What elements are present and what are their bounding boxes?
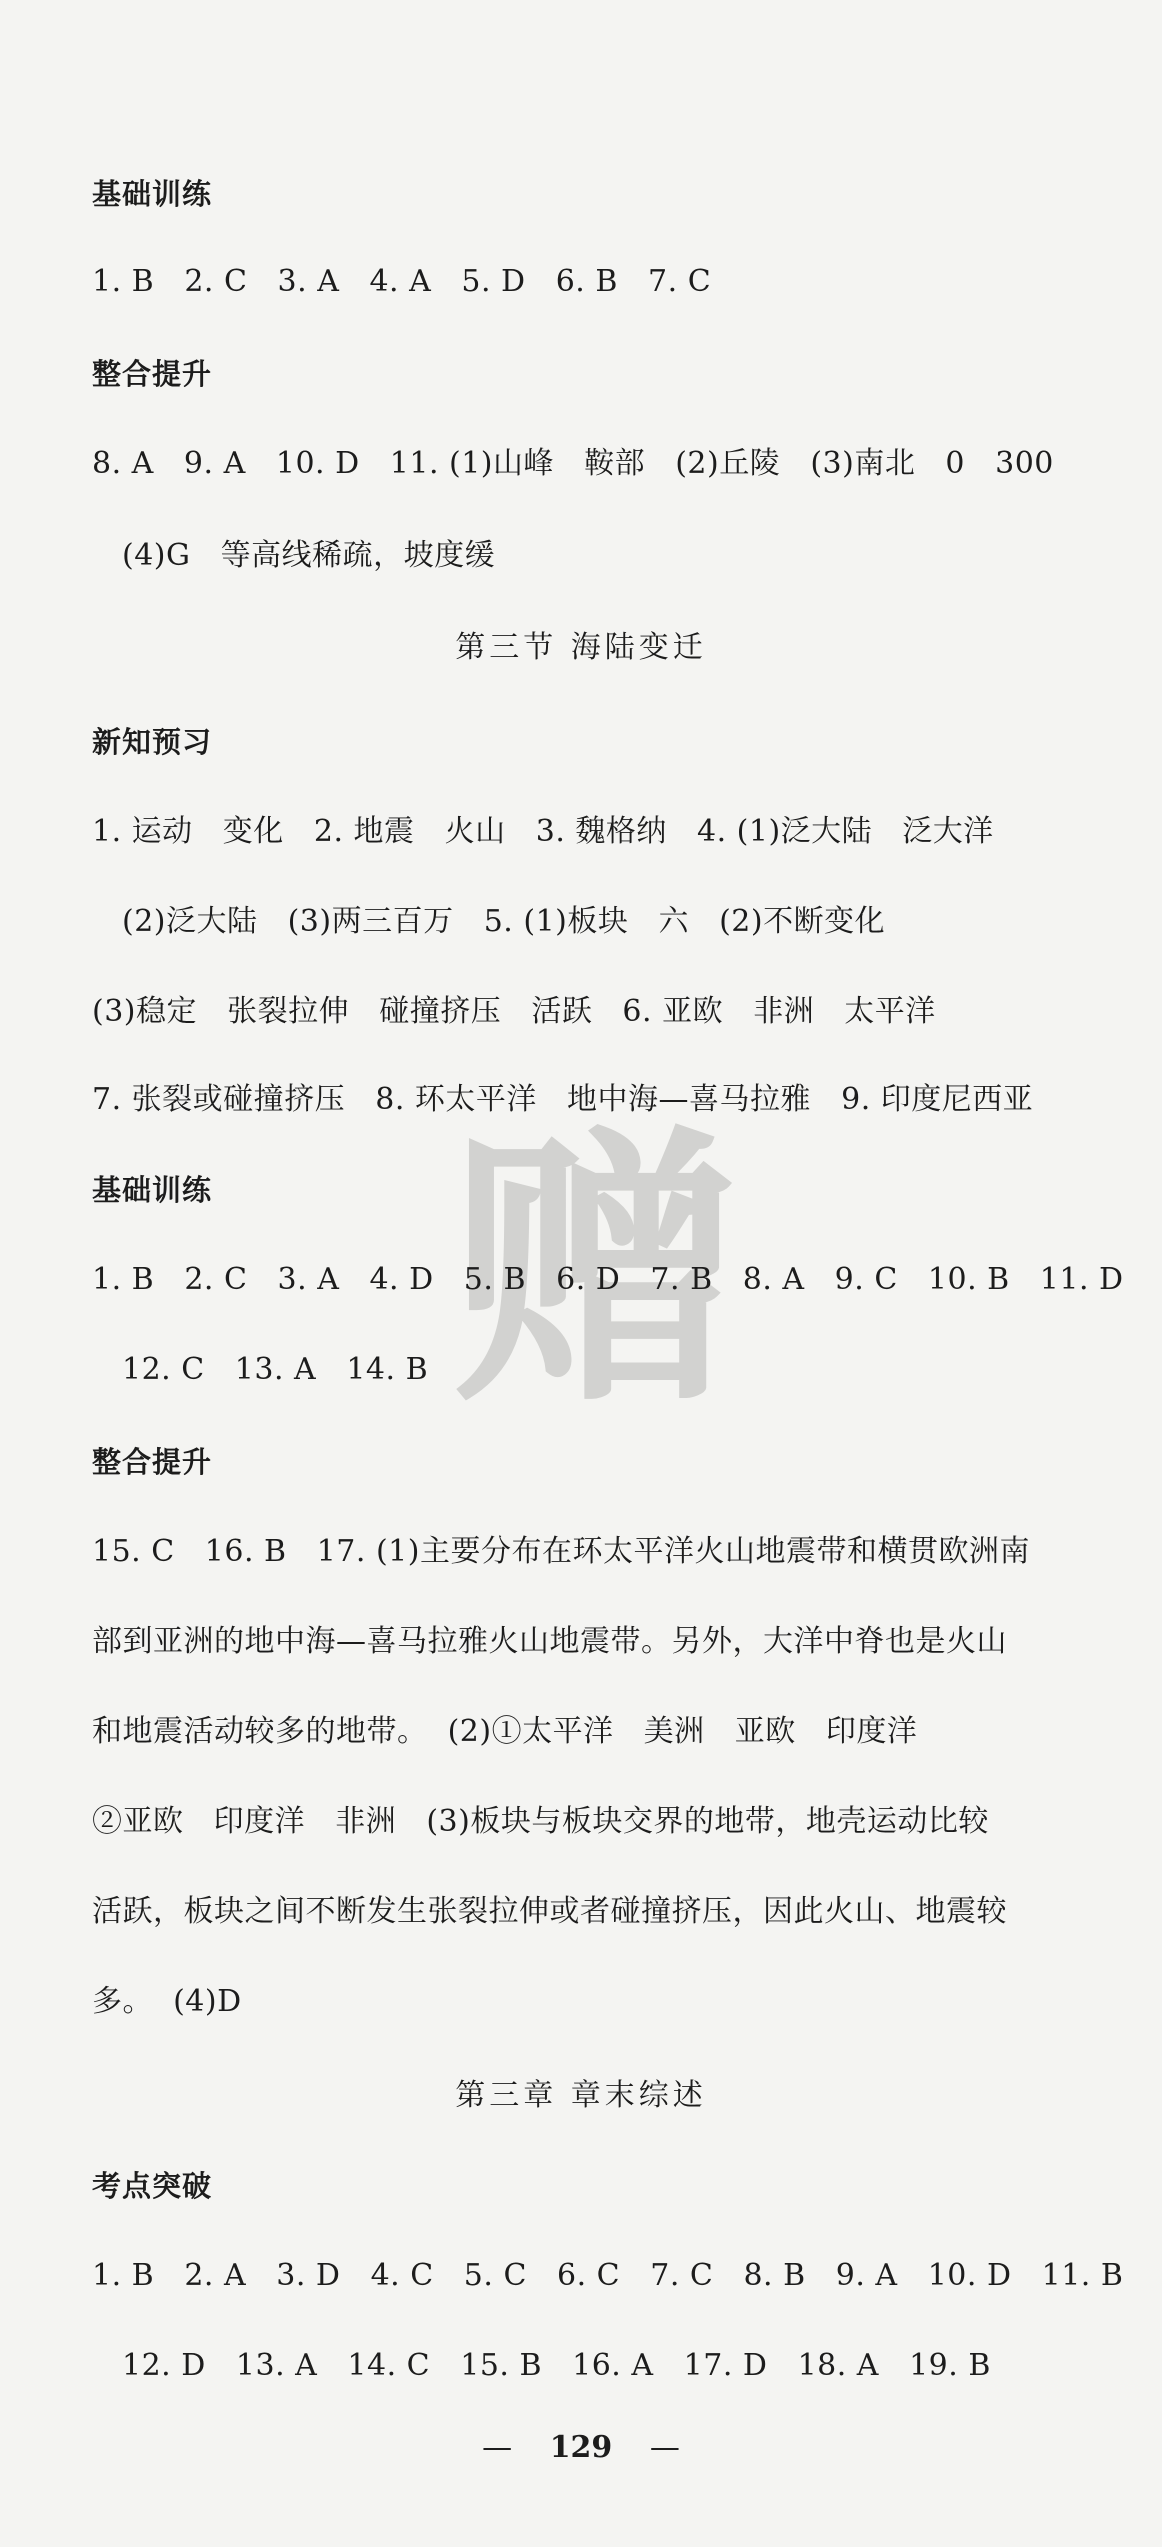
answer-line: 1. B 2. C 3. A 4. A 5. D 6. B 7. C — [92, 264, 712, 299]
heading-basic-training: 基础训练 — [92, 177, 213, 211]
answer-line: 部到亚洲的地中海—喜马拉雅火山地震带。另外，大洋中脊也是火山 — [92, 1624, 1007, 1659]
answer-line: 活跃，板块之间不断发生张裂拉伸或者碰撞挤压，因此火山、地震较 — [92, 1894, 1007, 1929]
answer-line: 12. D 13. A 14. C 15. B 16. A 17. D 18. A 19. B — [122, 2348, 991, 2383]
answer-line: (2)泛大陆 (3)两三百万 5. (1)板块 六 (2)不断变化 — [122, 904, 886, 939]
answer-line: 7. 张裂或碰撞挤压 8. 环太平洋 地中海—喜马拉雅 9. 印度尼西亚 — [92, 1082, 1034, 1117]
answer-line: 1. B 2. C 3. A 4. D 5. B 6. D 7. B 8. A 9. C 10. B 11. D — [92, 1262, 1124, 1297]
heading-basic-training: 基础训练 — [92, 1173, 213, 1207]
chapter-title: 第三章 章末综述 — [455, 2078, 707, 2113]
answer-line: 和地震活动较多的地带。 (2)①太平洋 美洲 亚欧 印度洋 — [92, 1714, 918, 1749]
section-title: 第三节 海陆变迁 — [455, 630, 707, 665]
gift-watermark: 赠 — [450, 1104, 730, 1441]
answer-line: 1. B 2. A 3. D 4. C 5. C 6. C 7. C 8. B 9. A 10. D 11. B — [92, 2258, 1124, 2293]
answer-line: 15. C 16. B 17. (1)主要分布在环太平洋火山地震带和横贯欧洲南 — [92, 1534, 1030, 1569]
answer-line: 8. A 9. A 10. D 11. (1)山峰 鞍部 (2)丘陵 (3)南北 0 300 — [92, 446, 1054, 481]
heading-integrated-improvement: 整合提升 — [92, 1445, 213, 1479]
page-number-value: 129 — [549, 2430, 613, 2465]
answer-line: (4)G 等高线稀疏，坡度缓 — [122, 538, 496, 573]
answer-line: ②亚欧 印度洋 非洲 (3)板块与板块交界的地带，地壳运动比较 — [92, 1804, 989, 1839]
answer-line: 多。 (4)D — [92, 1984, 242, 2019]
page-number — [0, 2428, 1162, 2468]
answer-line: 1. 运动 变化 2. 地震 火山 3. 魏格纳 4. (1)泛大陆 泛大洋 — [92, 814, 994, 849]
answer-line: (3)稳定 张裂拉伸 碰撞挤压 活跃 6. 亚欧 非洲 太平洋 — [92, 994, 936, 1029]
answer-line: 12. C 13. A 14. B — [122, 1352, 429, 1387]
heading-preview: 新知预习 — [92, 725, 213, 759]
heading-key-points: 考点突破 — [92, 2169, 213, 2203]
page-dash-left: — — [482, 2430, 513, 2465]
heading-integrated-improvement: 整合提升 — [92, 357, 213, 391]
page-dash-right: — — [649, 2430, 680, 2465]
